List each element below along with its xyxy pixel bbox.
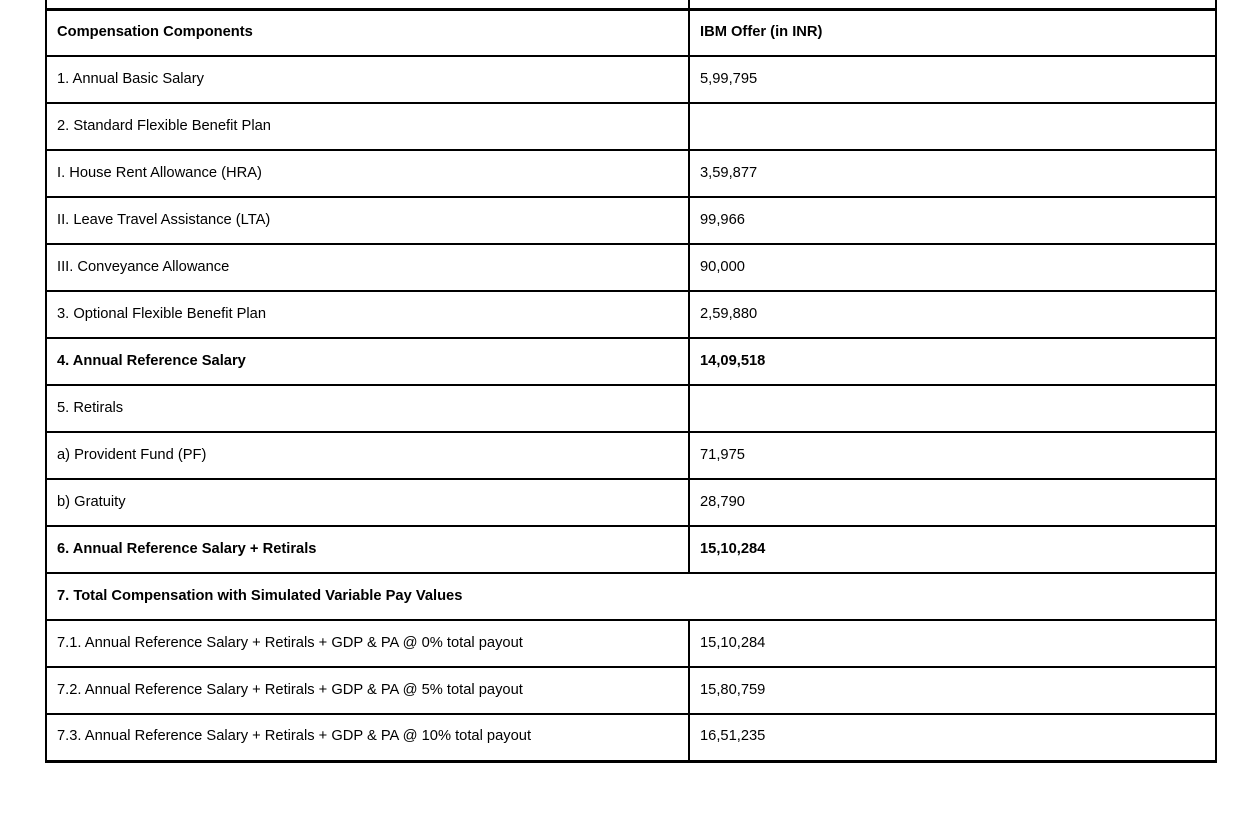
component-label-cell: b) Gratuity (46, 479, 689, 526)
component-label-cell: 7. Total Compensation with Simulated Variable Pay Values (46, 573, 1216, 620)
table-row (46, 291, 1216, 338)
table-row (46, 150, 1216, 197)
clipped-cell-left (46, 0, 689, 9)
table-row (46, 338, 1216, 385)
table-row (46, 56, 1216, 103)
component-label-cell: II. Leave Travel Assistance (LTA) (46, 197, 689, 244)
table-row (46, 526, 1216, 573)
component-label-cell: III. Conveyance Allowance (46, 244, 689, 291)
offer-value-cell: 99,966 (689, 197, 1216, 244)
component-label-cell: 5. Retirals (46, 385, 689, 432)
offer-value-cell: 5,99,795 (689, 56, 1216, 103)
offer-value-cell: 2,59,880 (689, 291, 1216, 338)
column-header-components: Compensation Components (46, 9, 689, 56)
table-row (46, 620, 1216, 667)
offer-value-cell: 15,10,284 (689, 620, 1216, 667)
offer-value-cell: 28,790 (689, 479, 1216, 526)
offer-value-cell: 16,51,235 (689, 714, 1216, 761)
table-row (46, 714, 1216, 761)
clipped-cell-right (689, 0, 1216, 9)
offer-value-cell: 71,975 (689, 432, 1216, 479)
component-label-cell: 2. Standard Flexible Benefit Plan (46, 103, 689, 150)
offer-value-cell: 90,000 (689, 244, 1216, 291)
offer-value-cell: 3,59,877 (689, 150, 1216, 197)
offer-value-cell (689, 103, 1216, 150)
table-row (46, 197, 1216, 244)
clipped-top-row (46, 0, 1216, 9)
table-row (46, 573, 1216, 620)
offer-value-cell (689, 385, 1216, 432)
table-row (46, 432, 1216, 479)
component-label-cell: I. House Rent Allowance (HRA) (46, 150, 689, 197)
offer-value-cell: 15,10,284 (689, 526, 1216, 573)
component-label-cell: 1. Annual Basic Salary (46, 56, 689, 103)
component-label-cell: 7.1. Annual Reference Salary + Retirals + GDP & PA @ 0% total payout (46, 620, 689, 667)
compensation-table (45, 0, 1217, 763)
component-label-cell: 3. Optional Flexible Benefit Plan (46, 291, 689, 338)
component-label-cell: 7.3. Annual Reference Salary + Retirals + GDP & PA @ 10% total payout (46, 714, 689, 761)
table-row (46, 385, 1216, 432)
table-row (46, 103, 1216, 150)
component-label-cell: a) Provident Fund (PF) (46, 432, 689, 479)
offer-value-cell: 15,80,759 (689, 667, 1216, 714)
table-header-row (46, 9, 1216, 56)
table-row (46, 244, 1216, 291)
column-header-ibm-offer: IBM Offer (in INR) (689, 9, 1216, 56)
table-row (46, 667, 1216, 714)
component-label-cell: 6. Annual Reference Salary + Retirals (46, 526, 689, 573)
component-label-cell: 4. Annual Reference Salary (46, 338, 689, 385)
offer-value-cell: 14,09,518 (689, 338, 1216, 385)
table-row (46, 479, 1216, 526)
component-label-cell: 7.2. Annual Reference Salary + Retirals + GDP & PA @ 5% total payout (46, 667, 689, 714)
